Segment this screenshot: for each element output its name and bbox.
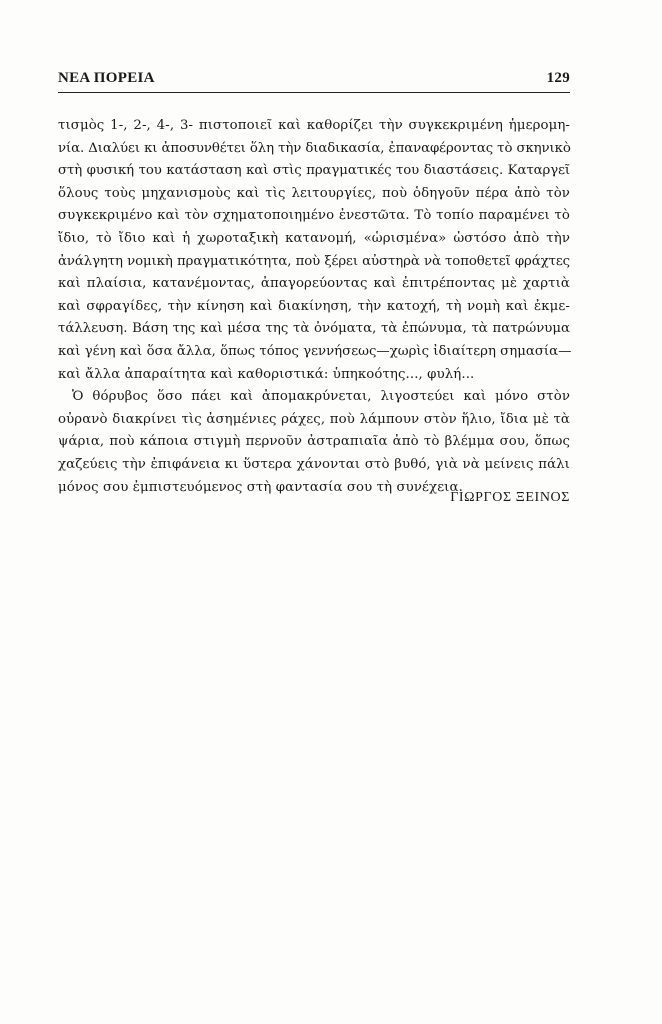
text-line: νία. Διαλύει κι ἀποσυνθέτει ὅλη τὴν διαδικασία, ἐπαναφέροντας τὸ σκηνικὸ: [58, 140, 571, 156]
paragraph-2: [58, 386, 570, 499]
text-line: συγκεκριμένο καὶ τὸν σχηματοποιημένο ἐνεστῶτα. Τὸ τοπίο παραμένει τὸ: [58, 208, 570, 224]
text-line: ἴδιο, τὸ ἴδιο καὶ ἡ χωροταξικὴ κατανομή, «ὡρισμένα» ὡστόσο ἀπὸ τὴν: [58, 230, 570, 246]
text-line: μόνος σου ἐμπιστευόμενος στὴ φαντασία σου τὴ συνέχεια.: [58, 479, 463, 495]
text-line: χαζεύεις τὴν ἐπιφάνεια κι ὕστερα χάνονται στὸ βυθό, γιὰ νὰ μείνεις πάλι: [58, 456, 570, 472]
text-line: οὐρανὸ διακρίνει τὶς ἀσημένιες ράχες, ποὺ λάμπουν στὸν ἥλιο, ἴδια μὲ τὰ: [58, 411, 570, 427]
text-line: τάλλευση. Βάση της καὶ μέσα της τὰ ὀνόματα, τὰ ἐπώνυμα, τὰ πατρώνυμα: [58, 321, 570, 337]
paragraph-1: [58, 115, 570, 386]
running-header: [58, 70, 570, 92]
text-line: ψάρια, ποὺ κάποια στιγμὴ περνοῦν ἀστραπιαῖα ἀπὸ τὸ βλέμμα σου, ὅπως: [58, 434, 570, 450]
text-line: τισμὸς 1-, 2-, 4-, 3- πιστοποιεῖ καὶ καθορίζει τὴν συγκεκριμένη ἡμερομη-: [58, 118, 570, 133]
text-line: ὅλους τοὺς μηχανισμοὺς καὶ τὶς λειτουργίες, ποὺ ὁδηγοῦν πέρα ἀπὸ τὸν: [58, 185, 570, 201]
body-text: [58, 115, 570, 499]
text-line: στὴ φυσική του κατάσταση καὶ στὶς πραγματικές του διαστάσεις. Καταργεῖ: [58, 163, 570, 179]
text-line: ἀνάλγητη νομικὴ πραγματικότητα, ποὺ ξέρει αὐστηρὰ νὰ τοποθετεῖ φράχτες: [58, 253, 570, 269]
text-line: Ὁ θόρυβος ὅσο πάει καὶ ἀπομακρύνεται, λιγοστεύει καὶ μόνο στὸν: [72, 389, 570, 405]
text-line: καὶ ἄλλα ἀπαραίτητα καὶ καθοριστικά: ὑπηκοότης..., φυλή...: [58, 366, 475, 382]
header-rule: [58, 92, 570, 93]
text-line: καὶ πλαίσια, κατανέμοντας, ἀπαγορεύοντας καὶ ἐπιτρέποντας μὲ χαρτιὰ: [58, 276, 570, 292]
text-line: καὶ γένη καὶ ὅσα ἄλλα, ὅπως τόπος γεννήσεως—χωρὶς ἰδιαίτερη σημασία—: [58, 343, 572, 359]
journal-title: ΝΕΑ ΠΟΡΕΙΑ: [58, 70, 155, 86]
text-line: καὶ σφραγίδες, τὴν κίνηση καὶ διακίνηση, τὴν κατοχή, τὴ νομὴ καὶ ἐκμε-: [58, 298, 570, 314]
author-signature: ΓΙΩΡΓΟΣ ΞΕΙΝΟΣ: [450, 490, 570, 505]
page-number: 129: [546, 70, 570, 86]
